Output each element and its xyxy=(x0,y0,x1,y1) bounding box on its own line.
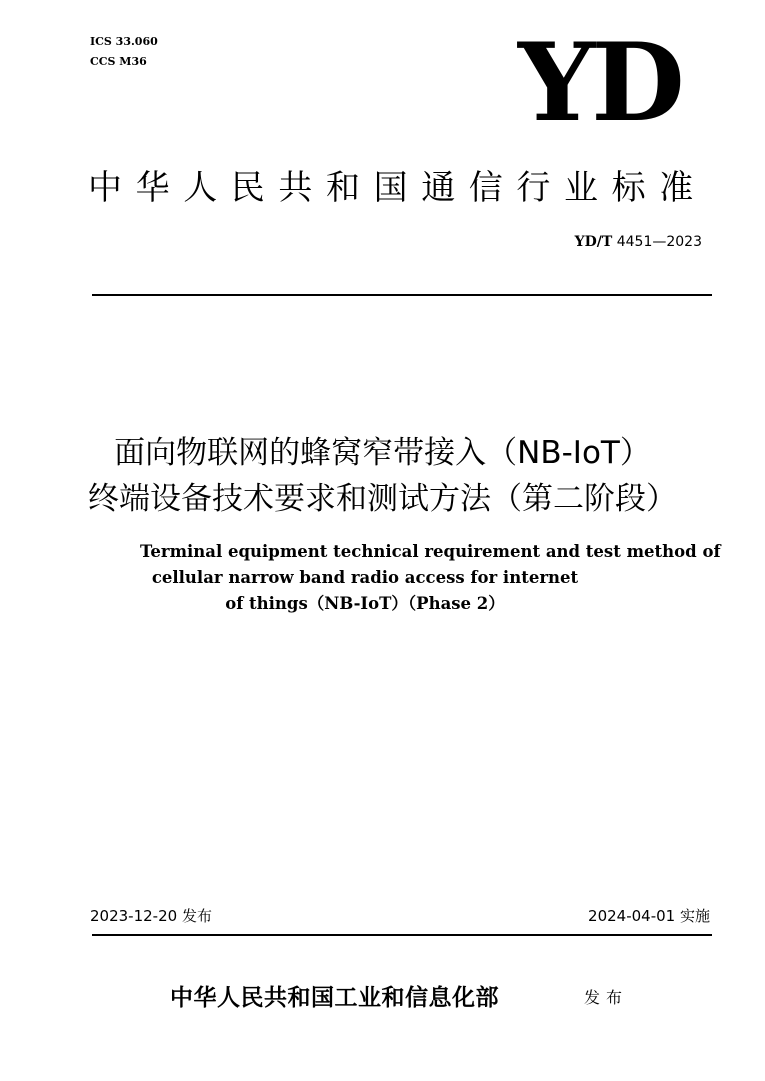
standard-number xyxy=(575,232,702,252)
title-cn-line2: 终端设备技术要求和测试方法（第二阶段） xyxy=(88,481,677,517)
issuing-authority: 中华人民共和国工业和信息化部 xyxy=(170,984,499,1011)
standard-code: 4451—2023 xyxy=(616,234,702,250)
title-en-line2: cellular narrow band radio access for internet xyxy=(151,568,579,587)
effective-date: 2024-04-01 实施 xyxy=(588,907,710,925)
standard-prefix: YD/T xyxy=(574,234,613,250)
ics-code: ICS 33.060 xyxy=(90,35,158,48)
title-cn-line1: 面向物联网的蜂窝窄带接入（NB-IoT） xyxy=(114,435,651,471)
industry-standard-name: 中华人民共和国通信行业标准 xyxy=(88,168,707,208)
yd-logo: YD xyxy=(518,20,681,146)
title-en-line3: of things（NB-IoT）（Phase 2） xyxy=(225,594,505,613)
title-en-line1: Terminal equipment technical requirement and test method of xyxy=(140,542,721,561)
issuing-action: 发布 xyxy=(584,988,629,1007)
top-divider xyxy=(92,294,712,296)
ccs-code: CCS M36 xyxy=(90,55,147,68)
bottom-divider xyxy=(92,934,712,936)
classification-codes xyxy=(90,32,158,72)
issue-date: 2023-12-20 发布 xyxy=(90,907,212,925)
